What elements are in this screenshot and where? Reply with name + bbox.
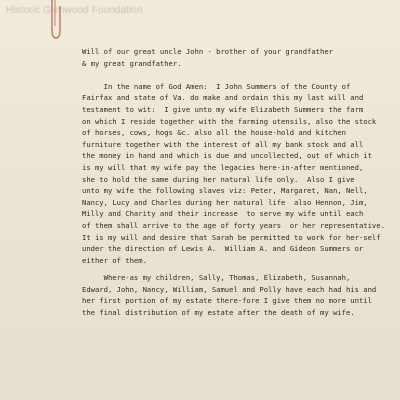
text-line: the final distribution of my estate after the death of my wife.	[82, 308, 355, 318]
text-line: either of them.	[82, 255, 147, 265]
paragraph-1	[82, 81, 388, 267]
text-line: In the name of God Amen: I John Summers of the County of	[82, 81, 351, 91]
text-line: her first portion of my estate there-fore I give them no more until	[82, 296, 372, 306]
text-line: the money in hand and which is due and uncollected, out of which it	[82, 151, 372, 161]
text-line: of them shall arrive to the age of forty years or her representative.	[82, 220, 385, 230]
watermark-text: Historic Glenwood Foundation	[6, 5, 143, 16]
text-line: unto my wife the following slaves viz: Peter, Margaret, Nan, Nell,	[82, 186, 368, 196]
text-line: testament to wit: I give unto my wife Elizabeth Summers the farm	[82, 104, 364, 114]
text-line: under the direction of Lewis A. William A. and Gideon Summers or	[82, 244, 364, 254]
header-line-2: & my great grandfather.	[82, 58, 182, 68]
text-line: Milly and Charity and their increase to serve my wife until each	[82, 209, 364, 219]
text-line: It is my will and desire that Sarah be permitted to work for her-self	[82, 232, 381, 242]
paragraph-2	[82, 272, 388, 318]
text-line: furniture together with the interest of all my bank stock and all	[82, 139, 364, 149]
text-line: Where-as my children, Sally, Thomas, Elizabeth, Susannah,	[82, 273, 351, 283]
text-line: on which I reside together with the farming utensils, also the stock	[82, 116, 377, 126]
text-line: of horses, cows, hogs &c. also all the house-hold and kitchen	[82, 128, 346, 138]
text-line: Edward, John, Nancy, William, Samuel and Polly have each had his and	[82, 284, 377, 294]
text-line: she to hold the same during her natural life only. Also I give	[82, 174, 355, 184]
text-line: is my will that my wife pay the legacies here-in-after mentioned,	[82, 162, 364, 172]
header-line-1: Will of our great uncle John - brother of your grandfather	[82, 47, 333, 56]
typed-document	[82, 46, 388, 319]
text-line: Fairfax and state of Va. do make and ordain this my last will and	[82, 93, 364, 103]
paper-clip-icon	[48, 0, 64, 44]
text-line: Nancy, Lucy and Charles during her natural life also Hennon, Jim,	[82, 197, 368, 207]
